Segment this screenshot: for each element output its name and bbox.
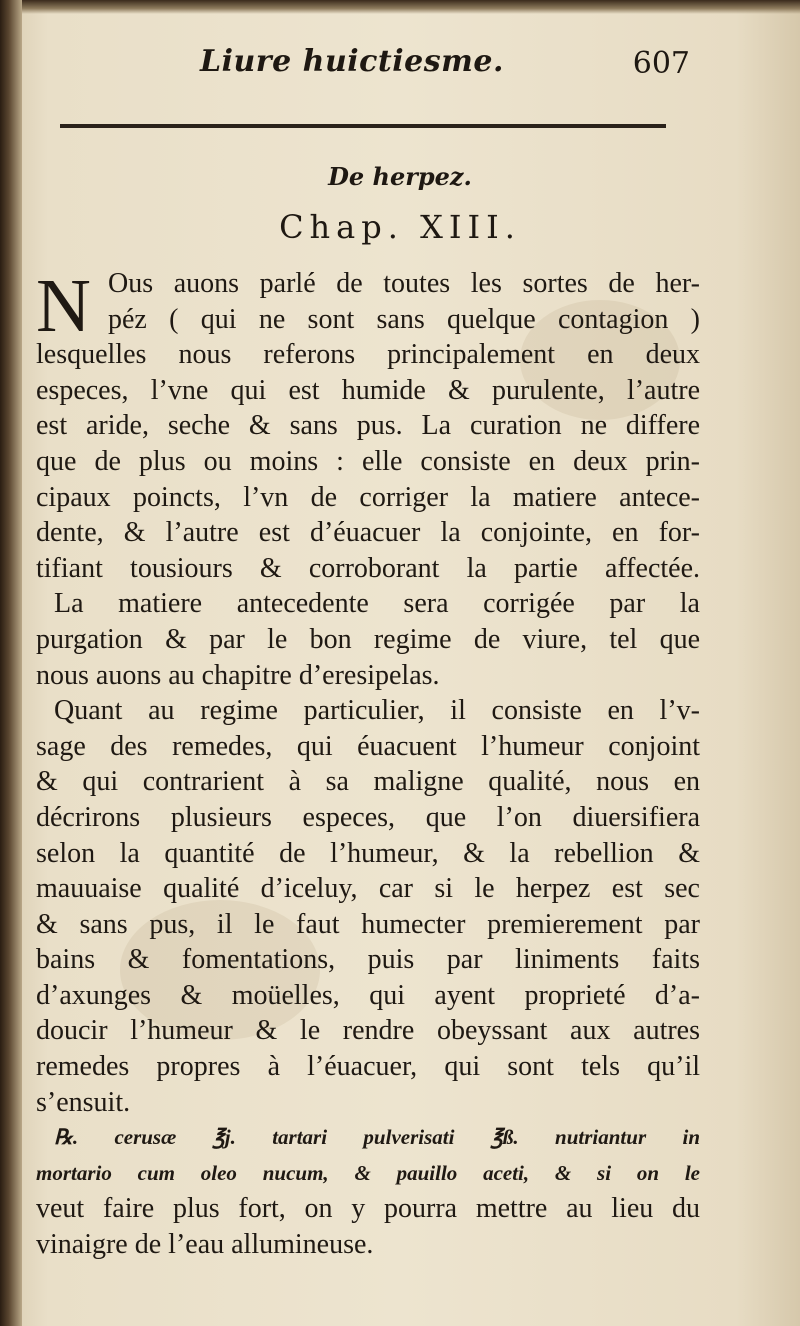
text-line: & sans pus, il le faut humecter premierement par bbox=[36, 908, 700, 940]
text-line: veut faire plus fort, on y pourra mettre au lieu du bbox=[36, 1193, 700, 1225]
recipe-line: ℞. cerusæ ℥j. tartari pulverisati ℥ß. nutriantur in bbox=[54, 1125, 700, 1150]
text-line: péz ( qui ne sont sans quelque contagion ) bbox=[108, 303, 700, 335]
header-rule bbox=[60, 124, 666, 128]
text-line: selon la quantité de l’humeur, & la rebellion & bbox=[36, 837, 700, 869]
text-line: dente, & l’autre est d’éuacuer la conjointe, en for- bbox=[36, 517, 700, 549]
text-line: Quant au regime particulier, il consiste en l’v- bbox=[54, 695, 700, 727]
text-line: lesquelles nous referons principalement en deux bbox=[36, 339, 700, 371]
text-line: s’ensuit. bbox=[36, 1086, 131, 1118]
text-line: nous auons au chapitre d’eresipelas. bbox=[36, 659, 440, 691]
text-line: & qui contrarient à sa maligne qualité, nous en bbox=[36, 766, 700, 798]
binding-edge bbox=[0, 0, 22, 1326]
section-subtitle: De herpez. bbox=[328, 162, 472, 191]
text-line: vinaigre de l’eau allumineuse. bbox=[36, 1229, 374, 1261]
text-line: mauuaise qualité d’iceluy, car si le herpez est sec bbox=[36, 873, 700, 905]
text-line: sage des remedes, qui éuacuent l’humeur conjoint bbox=[36, 730, 700, 762]
text-line: d’axunges & moüelles, qui ayent proprieté d’a- bbox=[36, 979, 700, 1011]
text-line: tifiant tousiours & corroborant la partie affectée. bbox=[36, 552, 700, 584]
chapter-heading: Chap. XIII. bbox=[279, 208, 521, 246]
body-text bbox=[36, 266, 700, 1263]
text-line: La matiere antecedente sera corrigée par la bbox=[54, 588, 700, 620]
text-line: cipaux poincts, l’vn de corriger la matiere antece- bbox=[36, 481, 700, 513]
text-line: est aride, seche & sans pus. La curation ne differe bbox=[36, 410, 700, 442]
text-line: purgation & par le bon regime de viure, tel que bbox=[36, 623, 700, 655]
page-header bbox=[60, 40, 700, 90]
drop-cap: N bbox=[36, 264, 91, 348]
running-title: Liure huictiesme. bbox=[200, 44, 504, 79]
text-line: que de plus ou moins : elle consiste en deux prin- bbox=[36, 445, 700, 477]
text-line: décrirons plusieurs especes, que l’on diuersifiera bbox=[36, 801, 700, 833]
page-top-shadow bbox=[0, 0, 800, 14]
page-number: 607 bbox=[632, 46, 690, 81]
text-line: especes, l’vne qui est humide & purulente, l’autre bbox=[36, 374, 700, 406]
text-line: doucir l’humeur & le rendre obeyssant aux autres bbox=[36, 1015, 700, 1047]
text-line: bains & fomentations, puis par liniments faits bbox=[36, 944, 700, 976]
text-line: remedes propres à l’éuacuer, qui sont tels qu’il bbox=[36, 1051, 700, 1083]
text-line: Ous auons parlé de toutes les sortes de her- bbox=[108, 268, 700, 299]
recipe-line: mortario cum oleo nucum, & pauillo aceti, & si on le bbox=[36, 1160, 700, 1185]
